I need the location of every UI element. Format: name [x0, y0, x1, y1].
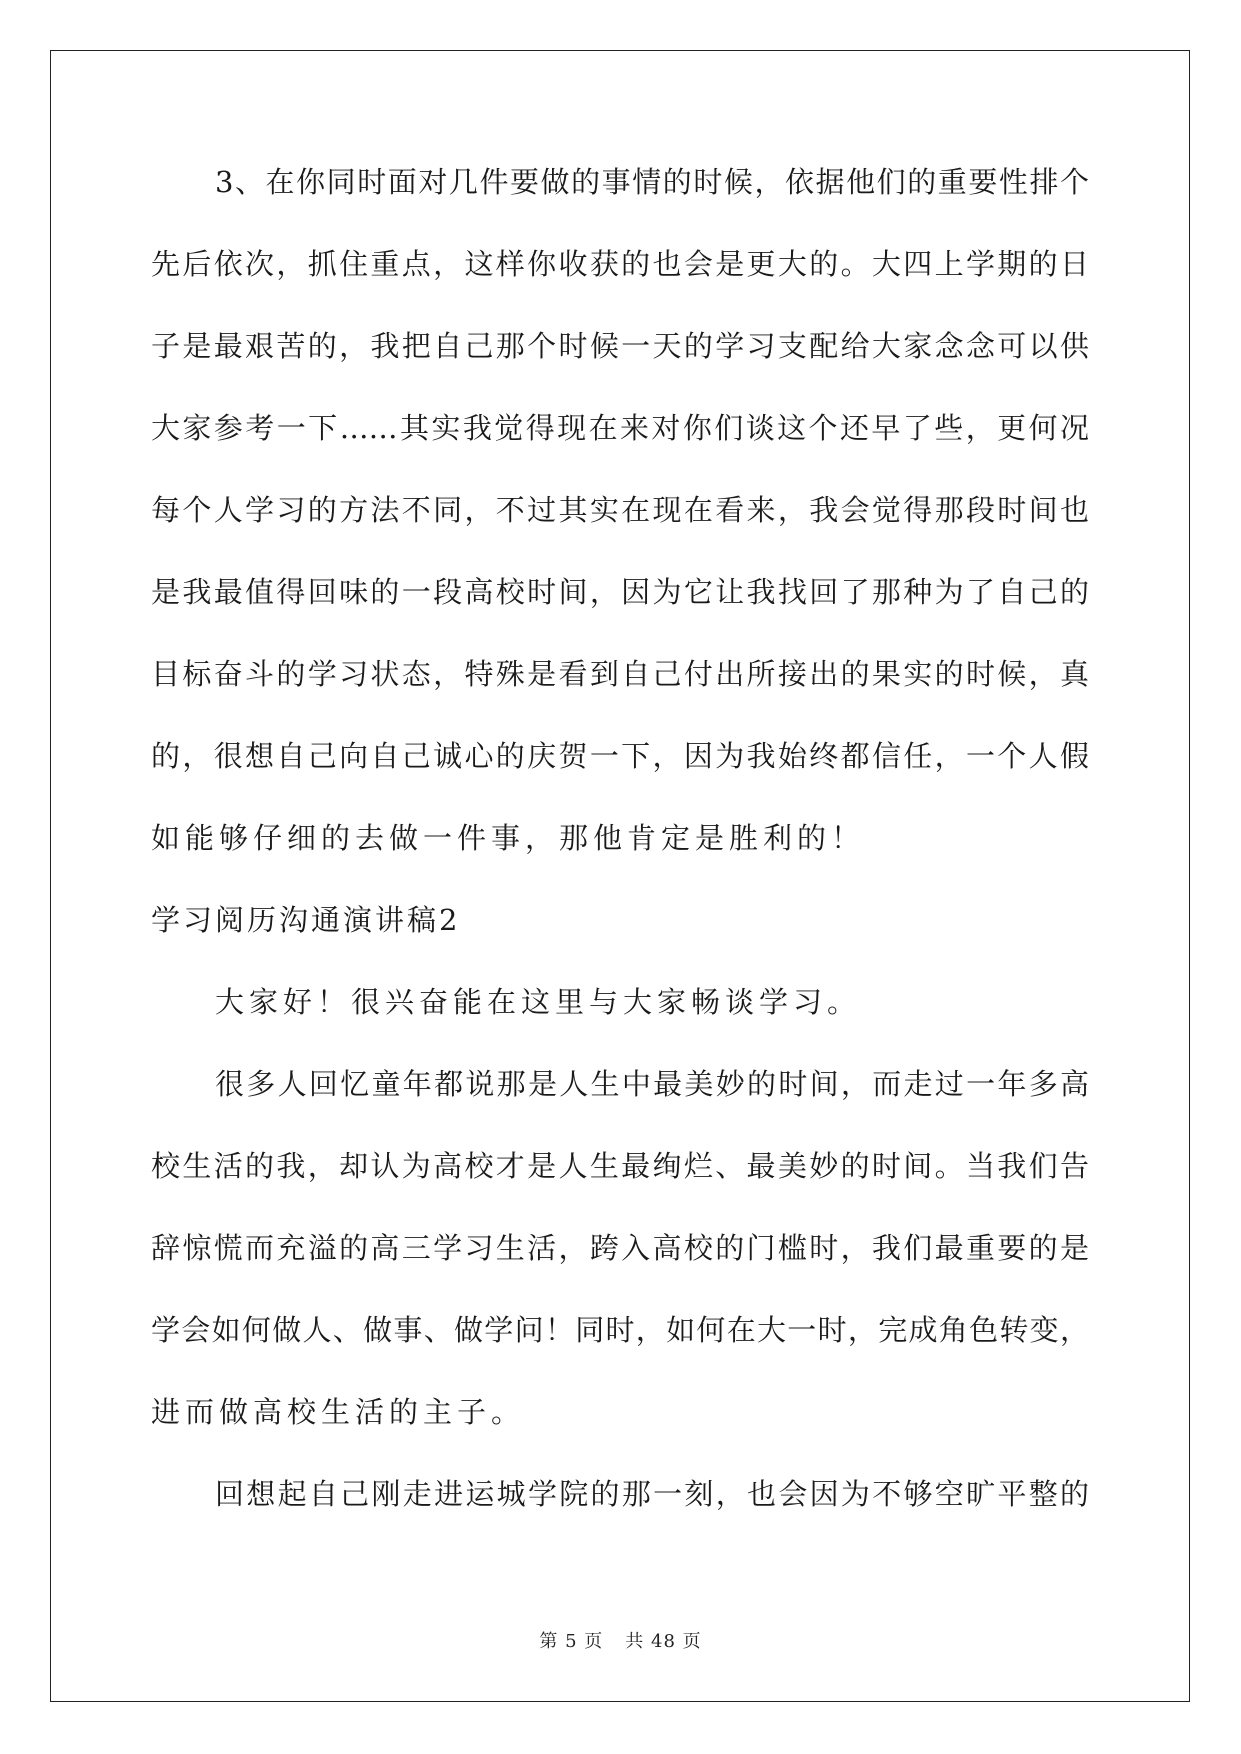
text-line: 的，很想自己向自己诚心的庆贺一下，因为我始终都信任，一个人假 [151, 739, 1089, 773]
text-line: 子是最艰苦的，我把自己那个时候一天的学习支配给大家念念可以供 [151, 329, 1089, 363]
page-number-current: 第 5 页 [539, 1631, 604, 1652]
text-line: 进而做高校生活的主子。 [151, 1395, 526, 1429]
text-line: 3、在你同时面对几件要做的事情的时候，依据他们的重要性排个 [215, 165, 1089, 199]
page-footer [0, 1627, 1241, 1653]
text-line: 大家好！很兴奋能在这里与大家畅谈学习。 [215, 985, 862, 1019]
paragraph-block-1 [151, 162, 1089, 900]
document-body [151, 162, 1089, 1556]
section-heading: 学习阅历沟通演讲稿2 [151, 903, 461, 937]
text-line: 每个人学习的方法不同，不过其实在现在看来，我会觉得那段时间也 [151, 493, 1089, 527]
text-line: 如能够仔细的去做一件事，那他肯定是胜利的！ [151, 821, 866, 855]
paragraph-block-2 [151, 982, 1089, 1556]
text-line: 学会如何做人、做事、做学问！同时，如何在大一时，完成角色转变， [151, 1313, 1089, 1347]
text-line: 大家参考一下……其实我觉得现在来对你们谈这个还早了些，更何况 [151, 411, 1089, 445]
text-line: 很多人回忆童年都说那是人生中最美妙的时间，而走过一年多高 [215, 1067, 1089, 1101]
text-line: 先后依次，抓住重点，这样你收获的也会是更大的。大四上学期的日 [151, 247, 1089, 281]
text-line: 回想起自己刚走进运城学院的那一刻，也会因为不够空旷平整的 [215, 1477, 1089, 1511]
text-line: 辞惊慌而充溢的高三学习生活，跨入高校的门槛时，我们最重要的是 [151, 1231, 1089, 1265]
page-number-total: 共 48 页 [625, 1631, 702, 1652]
text-line: 是我最值得回味的一段高校时间，因为它让我找回了那种为了自己的 [151, 575, 1089, 609]
text-line: 校生活的我，却认为高校才是人生最绚烂、最美妙的时间。当我们告 [151, 1149, 1089, 1183]
text-line: 目标奋斗的学习状态，特殊是看到自己付出所接出的果实的时候，真 [151, 657, 1089, 691]
